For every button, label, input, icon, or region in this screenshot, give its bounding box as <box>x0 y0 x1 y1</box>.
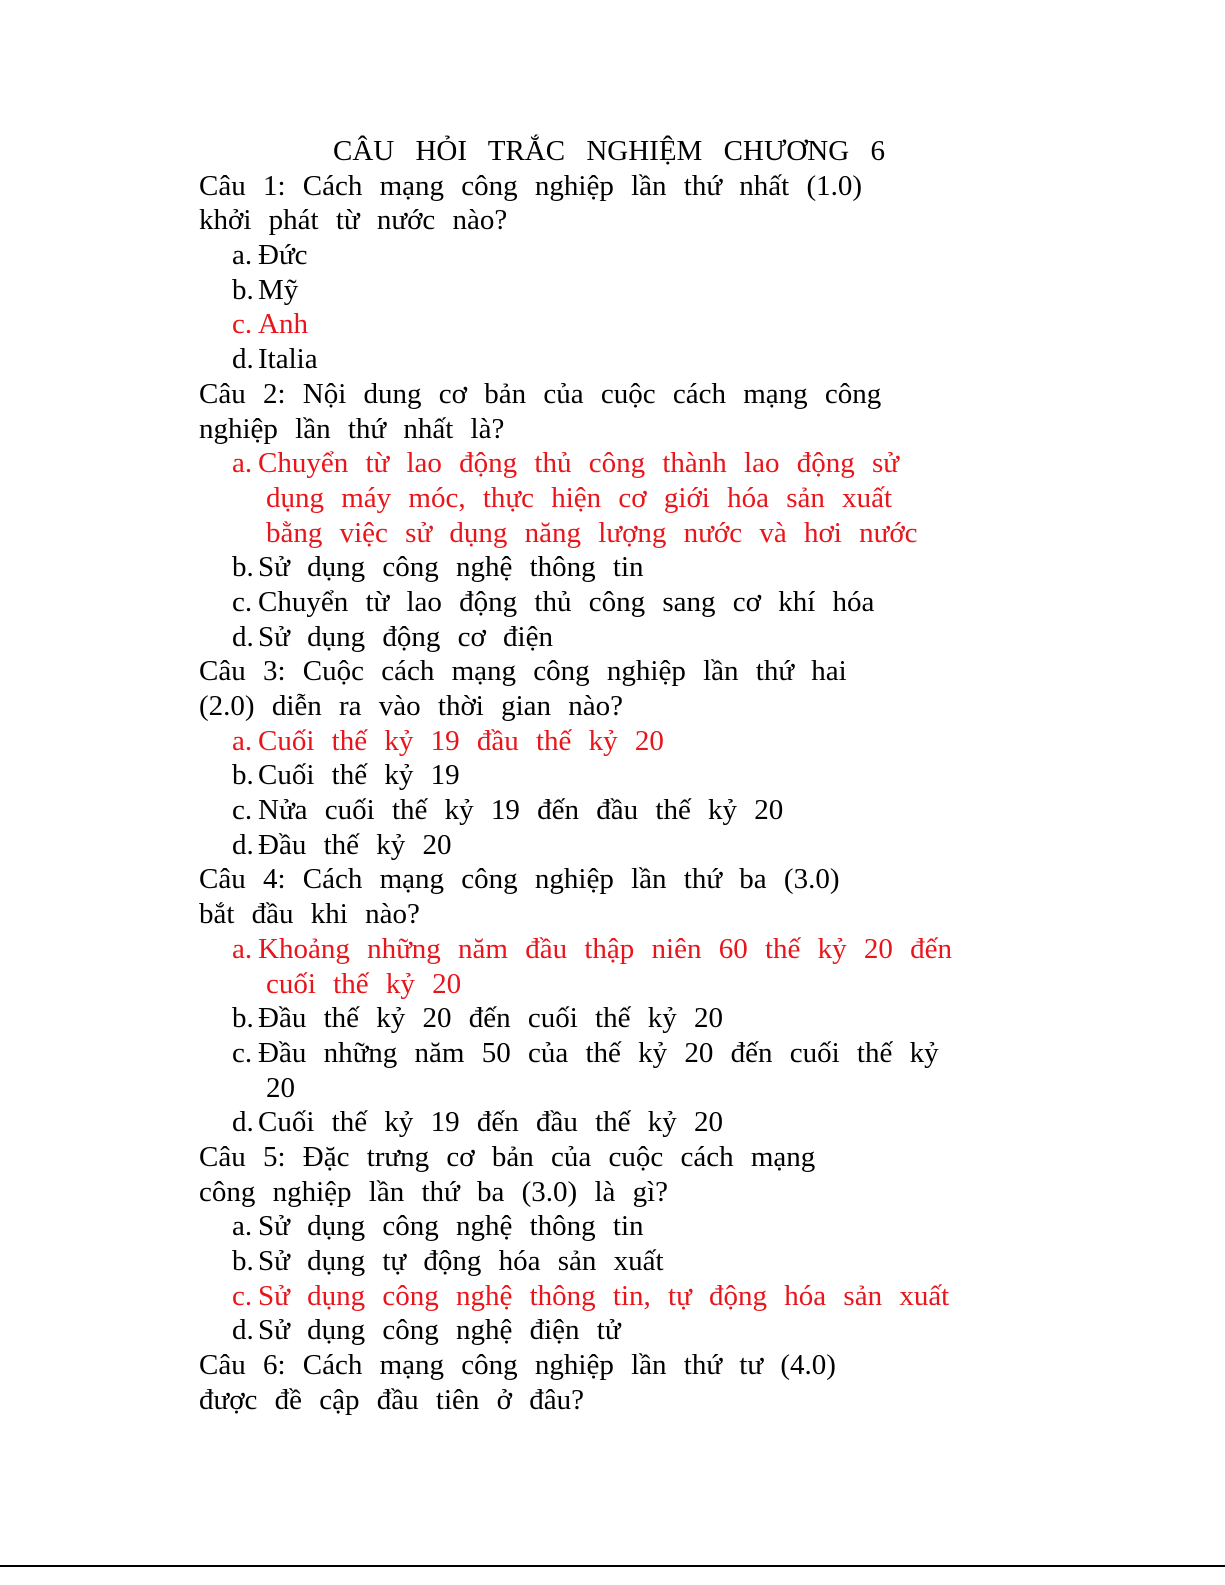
answer-option <box>199 1071 989 1106</box>
option-text: Sử dụng công nghệ thông tin, tự động hóa sản xuất <box>258 1279 950 1312</box>
option-letter: a. <box>232 239 253 272</box>
option-letter: c. <box>232 585 253 618</box>
option-text: Cuối thế kỷ 19 đến đầu thế kỷ 20 <box>258 1106 724 1139</box>
question-text-line: được đề cập đầu tiên ở đâu? <box>199 1383 584 1416</box>
quiz-content <box>199 134 989 1417</box>
answer-option <box>199 550 989 585</box>
answer-option <box>199 620 989 655</box>
option-text: Chuyển từ lao động thủ công sang cơ khí hóa <box>258 585 875 618</box>
answer-option <box>199 273 989 308</box>
option-text: cuối thế kỷ 20 <box>266 967 462 1000</box>
answer-option <box>199 828 989 863</box>
answer-option <box>199 1105 989 1140</box>
answer-option <box>199 758 989 793</box>
question-text-line: khởi phát từ nước nào? <box>199 204 508 237</box>
option-letter: b. <box>232 273 254 306</box>
question-6 <box>199 1348 989 1417</box>
option-letter: a. <box>232 932 253 965</box>
answer-option <box>199 238 989 273</box>
option-letter: b. <box>232 1245 254 1277</box>
option-text: Chuyển từ lao động thủ công thành lao động sử <box>258 447 899 480</box>
option-text: Đức <box>258 239 308 272</box>
option-text: Italia <box>258 343 318 376</box>
correct-answer-option <box>199 1279 989 1314</box>
option-text: Sử dụng công nghệ điện tử <box>258 1314 621 1347</box>
correct-answer-option <box>199 446 989 481</box>
question-text-line: công nghiệp lần thứ ba (3.0) là gì? <box>199 1175 669 1208</box>
correct-answer-option <box>199 724 989 759</box>
question-text-line: (2.0) diễn ra vào thời gian nào? <box>199 690 624 722</box>
correct-answer-option <box>199 967 989 1002</box>
option-text: Nửa cuối thế kỷ 19 đến đầu thế kỷ 20 <box>258 794 784 827</box>
option-text: Anh <box>258 308 308 341</box>
answer-option <box>199 1036 989 1071</box>
page-bottom-rule <box>0 1565 1225 1567</box>
option-letter: b. <box>232 1002 254 1035</box>
option-letter: a. <box>232 1210 253 1243</box>
answer-option <box>199 342 989 377</box>
correct-answer-option <box>199 481 989 516</box>
answer-option <box>199 1209 989 1244</box>
answer-option <box>199 585 989 620</box>
question-text-line: bắt đầu khi nào? <box>199 898 420 931</box>
answer-option <box>199 1244 989 1279</box>
option-letter: d. <box>232 1314 254 1347</box>
option-text: Cuối thế kỷ 19 đầu thế kỷ 20 <box>258 724 664 757</box>
option-text: Đầu thế kỷ 20 <box>258 828 452 861</box>
question-text-line: Câu 3: Cuộc cách mạng công nghiệp lần thứ hai <box>199 655 847 688</box>
question-1 <box>199 169 989 377</box>
answer-option <box>199 793 989 828</box>
option-text: bằng việc sử dụng năng lượng nước và hơi nước <box>266 516 918 549</box>
question-text-line: Câu 1: Cách mạng công nghiệp lần thứ nhất (1.0) <box>199 169 863 202</box>
option-text: Khoảng những năm đầu thập niên 60 thế kỷ 20 đến <box>258 932 952 965</box>
option-text: Sử dụng động cơ điện <box>258 620 553 653</box>
option-text: Đầu thế kỷ 20 đến cuối thế kỷ 20 <box>258 1002 723 1035</box>
option-letter: c. <box>232 308 253 341</box>
question-3 <box>199 654 989 862</box>
option-letter: c. <box>232 1279 253 1312</box>
question-4 <box>199 862 989 1140</box>
option-letter: a. <box>232 724 253 757</box>
option-text: Cuối thế kỷ 19 <box>258 759 460 792</box>
option-text: Sử dụng công nghệ thông tin <box>258 551 644 584</box>
option-text: dụng máy móc, thực hiện cơ giới hóa sản xuất <box>266 481 893 514</box>
answer-option <box>199 1001 989 1036</box>
answer-option <box>199 1313 989 1348</box>
option-letter: d. <box>232 1106 254 1139</box>
option-letter: b. <box>232 551 254 584</box>
question-text-line: Câu 4: Cách mạng công nghiệp lần thứ ba (3.0) <box>199 863 840 896</box>
option-letter: b. <box>232 759 254 792</box>
option-letter: c. <box>232 794 253 827</box>
question-text-line: Câu 6: Cách mạng công nghiệp lần thứ tư (4.0) <box>199 1349 836 1382</box>
option-text: Mỹ <box>258 273 299 306</box>
question-text-line: Câu 2: Nội dung cơ bản của cuộc cách mạng công <box>199 377 882 410</box>
page-title: CÂU HỎI TRẮC NGHIỆM CHƯƠNG 6 <box>333 135 885 167</box>
option-letter: d. <box>232 343 254 376</box>
option-letter: d. <box>232 620 254 653</box>
correct-answer-option <box>199 307 989 342</box>
question-2 <box>199 377 989 655</box>
option-text: 20 <box>266 1071 295 1104</box>
question-text-line: nghiệp lần thứ nhất là? <box>199 412 505 445</box>
correct-answer-option <box>199 516 989 551</box>
option-letter: d. <box>232 828 254 861</box>
option-letter: c. <box>232 1036 253 1069</box>
option-letter: a. <box>232 447 253 480</box>
option-text: Sử dụng công nghệ thông tin <box>258 1210 644 1243</box>
option-text: Đầu những năm 50 của thế kỷ 20 đến cuối thế kỷ <box>258 1036 939 1069</box>
option-text: Sử dụng tự động hóa sản xuất <box>258 1245 664 1277</box>
question-text-line: Câu 5: Đặc trưng cơ bản của cuộc cách mạng <box>199 1140 816 1173</box>
correct-answer-option <box>199 932 989 967</box>
question-5 <box>199 1140 989 1348</box>
